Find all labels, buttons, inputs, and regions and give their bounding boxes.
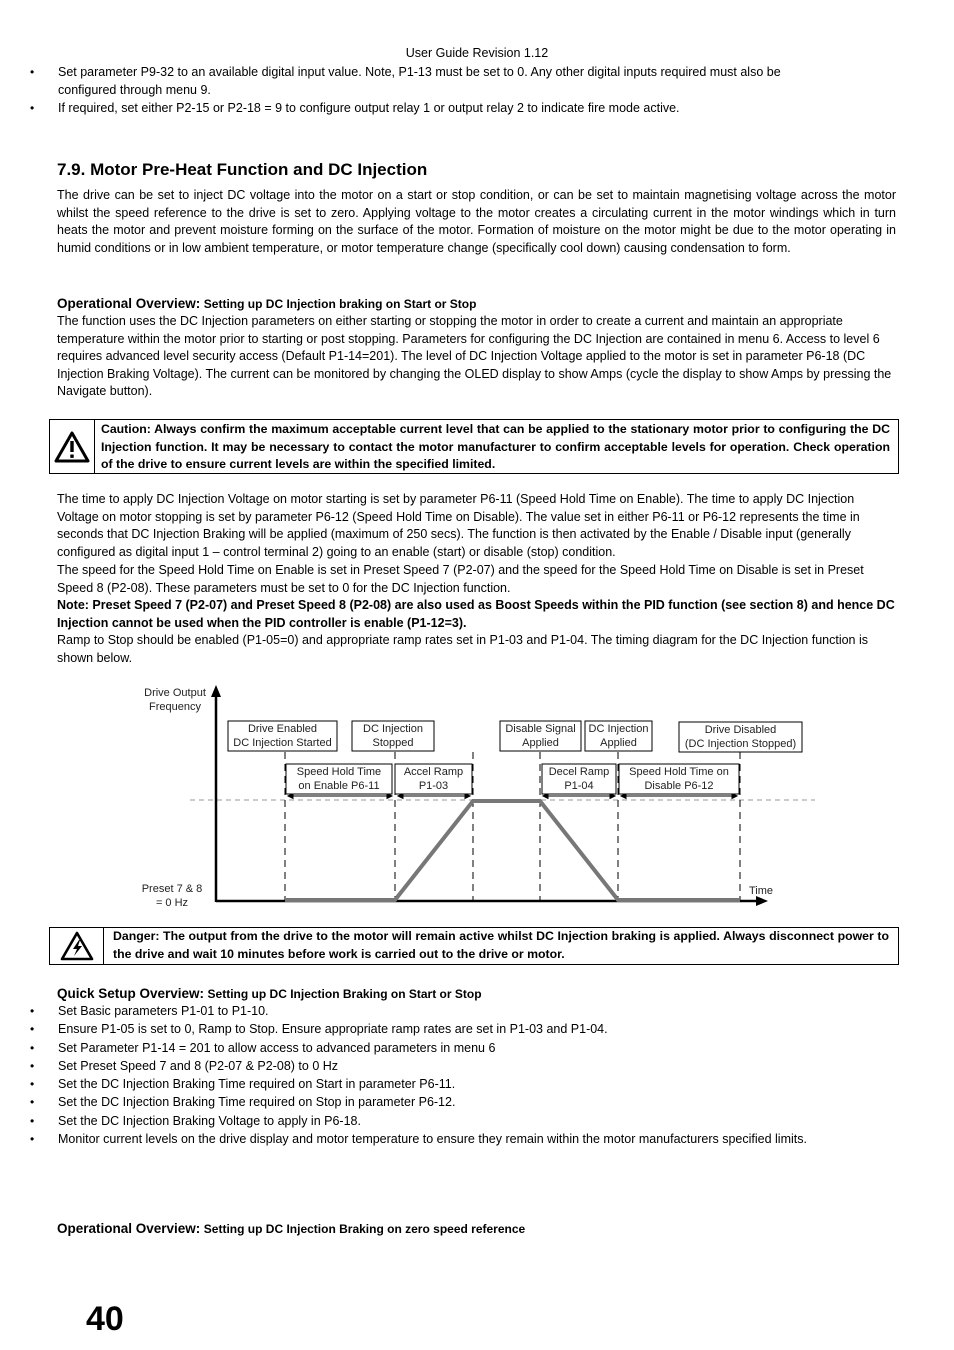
- section-title: 7.9. Motor Pre-Heat Function and DC Injection: [57, 160, 428, 179]
- body-paragraph-3: Ramp to Stop should be enabled (P1-05=0) and appropriate ramp rates set in P1-03 and P1-04. The timing diagram for the DC Injection function is shown below.: [57, 633, 868, 665]
- op1-text: The function uses the DC Injection parameters on either starting or stopping the motor in order to create a current and maintain an appropriate temperature within the motor prior to starting or post stopping. Parameters for configuring the DC Injection are contained in menu 6. Access to level 6 requires advanced level security access (Default P1-14=201). The level of DC Injection Voltage applied to the motor is set in parameter P6-18 (DC Injection Braking Voltage). The current can be monitored by changing the OLED display to show Amps (cycle the display to show Amps by pressing the Navigate button).: [57, 314, 892, 399]
- op2-title: Setting up DC Injection Braking on zero speed reference: [203, 1222, 526, 1236]
- danger-box: [49, 927, 899, 965]
- op2-label: Operational Overview:: [57, 1221, 201, 1236]
- body-note: Note: Preset Speed 7 (P2-07) and Preset Speed 8 (P2-08) are also used as Boost Speeds within the PID function (see section 8) and hence DC Injection cannot be used when the PID controller is enable (P1-12=3).: [57, 598, 895, 630]
- op1-label: Operational Overview:: [57, 296, 201, 311]
- quick-setup-label: Quick Setup Overview:: [57, 986, 205, 1001]
- phase-label-1b: on Enable P6-11: [298, 780, 380, 792]
- zero-label-1: Preset 7 & 8: [141, 883, 203, 895]
- quick-setup-item-7: • Set the DC Injection Braking Voltage to apply in P6-18.: [0, 1113, 896, 1131]
- high-voltage-warning-icon: [50, 928, 104, 964]
- event-label-4a: DC Injection: [588, 723, 649, 735]
- phase-label-3b: P1-04: [564, 780, 594, 792]
- event-label-3b: Applied: [522, 737, 559, 749]
- event-label-2b: Stopped: [372, 737, 414, 749]
- phase-label-2a: Accel Ramp: [403, 766, 464, 778]
- phase-label-4b: Disable P6-12: [644, 780, 714, 792]
- event-label-1a: Drive Enabled: [247, 723, 318, 735]
- y-axis-arrow: [211, 685, 221, 697]
- danger-text: Danger: The output from the drive to the motor will remain active whilst DC Injection braking is applied. Always disconnect power to the drive and wait 10 minutes before work is carried out to the drive or motor.: [113, 929, 889, 961]
- op1-title: Setting up DC Injection braking on Start or Stop: [203, 297, 477, 311]
- page-number: 40: [86, 1300, 124, 1338]
- section-intro: The drive can be set to inject DC voltage into the motor on a start or stop condition, or can be set to maintain magnetising voltage across the motor whilst the speed reference to the drive is set to zero. Applying voltage to the motor creates a circulating current in the motor windings which in turn heats the motor and prevent moisture forming on the surface of the motor. Formation of moisture on the motor might be due to the motor operating in humid conditions or in low ambient temperature, or motor temperature change (specifically cool down) causing condensation to form.: [57, 188, 896, 255]
- event-label-1b: DC Injection Started: [233, 737, 332, 749]
- time-axis-label: Time: [748, 885, 774, 897]
- output-frequency-trace: [285, 801, 740, 900]
- phase-label-4a: Speed Hold Time on: [629, 766, 729, 778]
- quick-setup-title: Setting up DC Injection Braking on Start or Stop: [207, 987, 482, 1001]
- quick-setup-heading: [57, 985, 896, 1004]
- quick-setup-item-4: • Set Preset Speed 7 and 8 (P2-07 & P2-08) to 0 Hz: [0, 1058, 896, 1076]
- quick-setup-item-6: • Set the DC Injection Braking Time required on Stop in parameter P6-12.: [0, 1094, 896, 1112]
- event-label-4b: Applied: [600, 737, 637, 749]
- intro-bullet-1: • Set parameter P9-32 to an available digital input value. Note, P1-13 must be set to 0. Any other digital inputs required must also be configured through menu 9.: [0, 64, 896, 99]
- quick-setup-list: [0, 1003, 896, 1149]
- y-axis-label-1: Drive Output: [144, 687, 206, 699]
- y-axis-label-2: Frequency: [149, 701, 201, 713]
- body-paragraph-1: The time to apply DC Injection Voltage on motor starting is set by parameter P6-11 (Speed Hold Time on Enable). The time to apply DC Injection Voltage on motor stopping is set by parameter P6-12 (Speed Hold Time on Disable). The value set in either P6-11 or P6-12 represents the time in seconds that DC Injection Braking will be applied (maximum of 250 secs). The function is then activated by the Enable / Disable input (generally configured as digital input 1 – control terminal 2) going to an enable (start) or disable (stop) condition.: [57, 492, 860, 559]
- phase-label-1a: Speed Hold Time: [296, 766, 382, 778]
- phase-label-2b: P1-03: [418, 780, 449, 792]
- event-label-2a: DC Injection: [363, 723, 423, 735]
- x-axis-arrow: [756, 896, 768, 906]
- body-paragraph-2: The speed for the Speed Hold Time on Enable is set in Preset Speed 7 (P2-07) and the speed for the Speed Hold Time on Disable is set in Preset Speed 8 (P2-08). These parameters must be set to 0 for the DC Injection function.: [57, 563, 864, 595]
- page-header: User Guide Revision 1.12: [405, 46, 549, 60]
- event-label-5a: Drive Disabled: [704, 724, 777, 736]
- quick-setup-item-8: • Monitor current levels on the drive display and motor temperature to ensure they remain within the motor manufacturers specified limits.: [0, 1131, 896, 1149]
- intro-bullet-2: • If required, set either P2-15 or P2-18 = 9 to configure output relay 1 or output relay 2 to indicate fire mode active.: [0, 100, 896, 118]
- quick-setup-item-2: • Ensure P1-05 is set to 0, Ramp to Stop. Ensure appropriate ramp rates are set in P1-03 and P1-04.: [0, 1021, 896, 1039]
- caution-text: Caution: Always confirm the maximum acceptable current level that can be applied to the stationary motor prior to configuring the DC Injection function. It may be necessary to contact the motor manufacturer to confirm acceptable levels for operation. Check operation of the drive to ensure current levels are within the specified limited.: [100, 422, 890, 471]
- quick-setup-item-3: • Set Parameter P1-14 = 201 to allow access to advanced parameters in menu 6: [0, 1040, 896, 1058]
- event-label-3a: Disable Signal: [505, 723, 576, 735]
- op2-heading: [57, 1220, 896, 1239]
- event-label-5b: (DC Injection Stopped): [684, 738, 797, 750]
- quick-setup-item-5: • Set the DC Injection Braking Time required on Start in parameter P6-11.: [0, 1076, 896, 1094]
- phase-label-3a: Decel Ramp: [548, 766, 610, 778]
- quick-setup-item-1: • Set Basic parameters P1-01 to P1-10.: [0, 1003, 896, 1021]
- zero-label-2: = 0 Hz: [155, 897, 189, 909]
